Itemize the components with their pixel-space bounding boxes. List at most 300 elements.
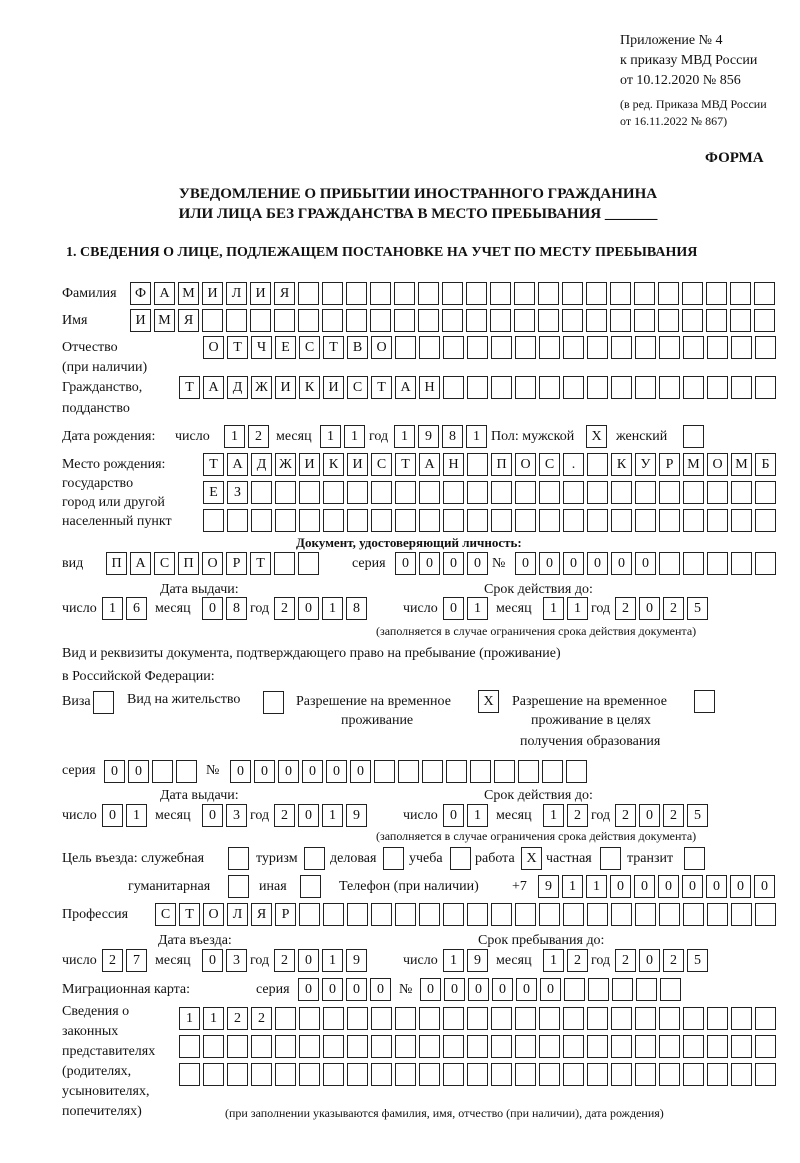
birth-year-label: год [369,429,389,444]
char-cell [450,847,471,870]
char-cell [395,1035,416,1058]
char-cell: В [347,336,368,359]
char-cell [179,1035,200,1058]
char-cell [755,903,776,926]
year-cells [274,597,367,620]
char-cell: X [586,425,607,448]
char-cell: 1 [203,1007,224,1030]
char-cell [491,903,512,926]
char-cell: 0 [730,875,751,898]
char-cell [563,481,584,504]
char-cell [539,1063,560,1086]
month-cells [543,597,588,620]
char-cell: Я [274,282,295,305]
month-cells [543,804,588,827]
surname-cells [130,282,775,305]
char-cell: 2 [274,804,295,827]
id-issue-label: Дата выдачи: [160,582,239,597]
char-cell [707,903,728,926]
char-cell [275,509,296,532]
month-label: месяц [496,601,532,616]
birth-place-label: Место рождения: [62,457,166,472]
char-cell: 7 [126,949,147,972]
char-cell: Т [203,453,224,476]
char-cell [443,509,464,532]
char-cell [611,376,632,399]
char-cell: З [227,481,248,504]
day-label: число [403,808,438,823]
char-cell: 2 [567,949,588,972]
birth-date-label: Дата рождения: [62,429,156,444]
char-cell: 0 [202,597,223,620]
char-cell [443,376,464,399]
birth-place-city-label: город или другой [62,495,165,510]
purpose-other-checkbox [300,875,321,898]
char-cell: 9 [538,875,559,898]
citizenship-cells [179,376,776,399]
char-cell [515,336,536,359]
char-cell: С [539,453,560,476]
form-label: ФОРМА [705,150,764,166]
char-cell [563,336,584,359]
stay-until-label: Срок пребывания до: [478,933,605,948]
purpose-work-label: работа [475,851,515,866]
char-cell [539,336,560,359]
id-document-heading: Документ, удостоверяющий личность: [296,535,522,550]
char-cell [635,903,656,926]
day-cells [102,804,147,827]
year-label: год [591,601,611,616]
char-cell: 1 [466,425,487,448]
char-cell: П [491,453,512,476]
migration-number-label: № [399,982,413,997]
char-cell [275,1007,296,1030]
char-cell: 2 [615,804,636,827]
char-cell [515,376,536,399]
char-cell [611,481,632,504]
char-cell [635,1007,656,1030]
char-cell: 0 [278,760,299,783]
char-cell: С [347,376,368,399]
char-cell: Л [227,903,248,926]
char-cell: И [299,453,320,476]
char-cell [299,1063,320,1086]
char-cell [563,376,584,399]
char-cell: 0 [754,875,775,898]
char-cell [323,1035,344,1058]
char-cell [706,282,727,305]
representatives-label-3: представителях [62,1044,156,1059]
char-cell [707,481,728,504]
char-cell [542,760,563,783]
year-label: год [250,953,270,968]
year-cells [274,804,367,827]
char-cell [514,282,535,305]
year-cells [615,949,708,972]
char-cell: 0 [639,804,660,827]
year-cells [615,804,708,827]
char-cell [515,509,536,532]
appendix-number: Приложение № 4 [620,33,723,48]
char-cell [371,1007,392,1030]
stay-series-cells [104,760,197,783]
char-cell [228,875,249,898]
char-cell: О [203,903,224,926]
char-cell: 0 [298,597,319,620]
char-cell [467,509,488,532]
birth-place-cells-row-3 [203,509,776,532]
char-cell [635,509,656,532]
id-number-label: № [492,556,506,571]
char-cell: 2 [663,949,684,972]
char-cell: 0 [443,552,464,575]
char-cell: Н [443,453,464,476]
id-type-cells [106,552,319,575]
month-label: месяц [496,808,532,823]
char-cell: А [419,453,440,476]
stay-issue-label: Дата выдачи: [160,788,239,803]
char-cell: 0 [254,760,275,783]
char-cell: 0 [302,760,323,783]
char-cell: 9 [467,949,488,972]
char-cell: 2 [615,597,636,620]
char-cell: И [323,376,344,399]
char-cell: 0 [658,875,679,898]
char-cell: Я [251,903,272,926]
char-cell: 0 [346,978,367,1001]
char-cell: 2 [663,804,684,827]
char-cell [518,760,539,783]
char-cell [586,309,607,332]
char-cell: 0 [202,804,223,827]
char-cell [346,309,367,332]
purpose-study-label: учеба [409,851,443,866]
day-cells [443,949,488,972]
order-reference: к приказу МВД России [620,53,758,68]
char-cell [203,1035,224,1058]
edu-residence-label-3: получения образования [520,734,661,749]
char-cell [371,1035,392,1058]
char-cell [635,376,656,399]
representatives-cells-row-3 [179,1063,776,1086]
char-cell [635,336,656,359]
char-cell [564,978,585,1001]
char-cell [658,282,679,305]
char-cell: О [203,336,224,359]
char-cell: X [521,847,542,870]
char-cell [538,309,559,332]
char-cell [634,282,655,305]
stay-doc-heading-1: Вид и реквизиты документа, подтверждающего право на пребывание (проживание) [62,646,561,661]
char-cell [300,875,321,898]
char-cell [395,336,416,359]
char-cell [683,481,704,504]
purpose-private-label: частная [546,851,592,866]
char-cell [419,903,440,926]
char-cell [251,509,272,532]
id-series-label: серия [352,556,386,571]
day-cells [443,804,488,827]
char-cell [755,552,776,575]
char-cell [588,978,609,1001]
char-cell [347,1063,368,1086]
char-cell: 1 [394,425,415,448]
char-cell [611,336,632,359]
char-cell: 5 [687,597,708,620]
char-cell [755,1063,776,1086]
char-cell [611,1007,632,1030]
day-cells [443,597,488,620]
char-cell [611,509,632,532]
char-cell [202,309,223,332]
char-cell [347,481,368,504]
char-cell [467,1035,488,1058]
char-cell: 8 [346,597,367,620]
char-cell [274,309,295,332]
char-cell: Д [227,376,248,399]
char-cell [298,552,319,575]
char-cell: М [683,453,704,476]
purpose-tourism-checkbox [304,847,325,870]
char-cell [755,1035,776,1058]
char-cell: И [275,376,296,399]
revision-line-1: (в ред. Приказа МВД России [620,97,767,111]
char-cell: 2 [227,1007,248,1030]
char-cell [346,282,367,305]
char-cell [755,509,776,532]
char-cell [514,309,535,332]
char-cell [587,1063,608,1086]
char-cell: 1 [344,425,365,448]
char-cell [395,509,416,532]
char-cell [600,847,621,870]
char-cell [755,336,776,359]
char-cell [394,282,415,305]
char-cell [659,1007,680,1030]
char-cell [563,1063,584,1086]
char-cell: 3 [226,949,247,972]
purpose-humanitarian-label: гуманитарная [128,879,211,894]
purpose-business-checkbox [383,847,404,870]
char-cell [659,552,680,575]
char-cell: Ж [275,453,296,476]
char-cell [731,336,752,359]
char-cell: 2 [615,949,636,972]
char-cell [322,309,343,332]
char-cell: 5 [687,804,708,827]
edu-residence-label-2: проживание в целях [531,713,651,728]
month-cells [202,949,247,972]
char-cell: 1 [179,1007,200,1030]
char-cell: Е [203,481,224,504]
char-cell: 1 [320,425,341,448]
surname-label: Фамилия [62,286,117,301]
char-cell: 1 [467,597,488,620]
char-cell [659,336,680,359]
char-cell [563,1007,584,1030]
char-cell [659,903,680,926]
char-cell [731,509,752,532]
char-cell: 2 [274,597,295,620]
visa-label: Виза [62,694,91,709]
day-cells [102,597,147,620]
char-cell [443,1063,464,1086]
char-cell: П [106,552,127,575]
char-cell [683,903,704,926]
char-cell [587,453,608,476]
year-cells [615,597,708,620]
birth-day-cells [224,425,269,448]
revision-line-2: от 16.11.2022 № 867) [620,114,728,128]
char-cell [563,1035,584,1058]
char-cell: 1 [322,597,343,620]
char-cell [707,1063,728,1086]
char-cell: Ч [251,336,272,359]
char-cell [562,282,583,305]
char-cell: О [515,453,536,476]
char-cell [707,509,728,532]
char-cell [683,425,704,448]
char-cell: 1 [543,949,564,972]
birth-day-label: число [175,429,210,444]
month-label: месяц [496,953,532,968]
char-cell: Д [251,453,272,476]
char-cell: 1 [567,597,588,620]
char-cell [371,481,392,504]
char-cell [443,903,464,926]
char-cell [754,282,775,305]
char-cell: 0 [611,552,632,575]
birth-place-country-label: государство [62,476,134,491]
entry-date-label: Дата въезда: [158,933,232,948]
char-cell [443,1035,464,1058]
char-cell: Ж [251,376,272,399]
month-label: месяц [155,953,191,968]
char-cell: 6 [126,597,147,620]
char-cell: Р [226,552,247,575]
char-cell [419,1007,440,1030]
char-cell [179,1063,200,1086]
char-cell: 0 [420,978,441,1001]
char-cell [491,336,512,359]
char-cell [442,282,463,305]
char-cell [731,552,752,575]
char-cell [683,1063,704,1086]
char-cell: П [178,552,199,575]
char-cell [419,481,440,504]
char-cell: Б [755,453,776,476]
representatives-label-6: попечителях) [62,1104,142,1119]
char-cell [299,481,320,504]
char-cell: И [347,453,368,476]
char-cell [730,309,751,332]
char-cell [323,1063,344,1086]
char-cell [323,903,344,926]
sex-male-checkbox [586,425,607,448]
migration-card-label: Миграционная карта: [62,982,191,997]
char-cell: 0 [639,949,660,972]
char-cell: 0 [298,949,319,972]
char-cell: 1 [543,597,564,620]
char-cell: К [299,376,320,399]
char-cell [491,376,512,399]
char-cell: 0 [516,978,537,1001]
char-cell: С [371,453,392,476]
char-cell: 1 [224,425,245,448]
char-cell: И [130,309,151,332]
day-label: число [62,808,97,823]
day-label: число [62,601,97,616]
temp-residence-label: Разрешение на временное [296,694,451,709]
char-cell: 2 [274,949,295,972]
char-cell: К [323,453,344,476]
char-cell [586,282,607,305]
char-cell [443,1007,464,1030]
char-cell [203,509,224,532]
char-cell [731,481,752,504]
id-valid-note: (заполняется в случае ограничения срока действия документа) [376,624,697,638]
char-cell: С [299,336,320,359]
char-cell [251,1063,272,1086]
char-cell: 1 [562,875,583,898]
edu-residence-checkbox [694,690,715,713]
char-cell [566,760,587,783]
char-cell: 3 [226,804,247,827]
char-cell [494,760,515,783]
char-cell [228,847,249,870]
char-cell [443,336,464,359]
patronymic-cells [203,336,776,359]
char-cell: . [563,453,584,476]
stay-series-label: серия [62,763,96,778]
char-cell: 0 [610,875,631,898]
char-cell [490,282,511,305]
char-cell [635,1035,656,1058]
char-cell: 0 [326,760,347,783]
year-label: год [250,808,270,823]
char-cell [683,336,704,359]
char-cell [659,1035,680,1058]
char-cell [731,1035,752,1058]
month-label: месяц [155,601,191,616]
sex-female-label: женский [616,429,668,444]
char-cell: Т [250,552,271,575]
char-cell [298,309,319,332]
char-cell [275,481,296,504]
char-cell [491,509,512,532]
char-cell [176,760,197,783]
stay-doc-heading-2: в Российской Федерации: [62,669,215,684]
char-cell: 1 [322,804,343,827]
temp-residence-label-2: проживание [341,713,414,728]
char-cell [203,1063,224,1086]
char-cell [395,903,416,926]
name-label: Имя [62,313,88,328]
char-cell: 2 [251,1007,272,1030]
month-cells [202,804,247,827]
day-label: число [62,953,97,968]
char-cell: 1 [102,597,123,620]
char-cell [490,309,511,332]
day-cells [102,949,147,972]
patronymic-note: (при наличии) [62,360,148,375]
month-cells [202,597,247,620]
char-cell [467,336,488,359]
day-label: число [403,953,438,968]
sex-male-label: Пол: мужской [491,429,575,444]
char-cell [635,1063,656,1086]
char-cell [659,481,680,504]
